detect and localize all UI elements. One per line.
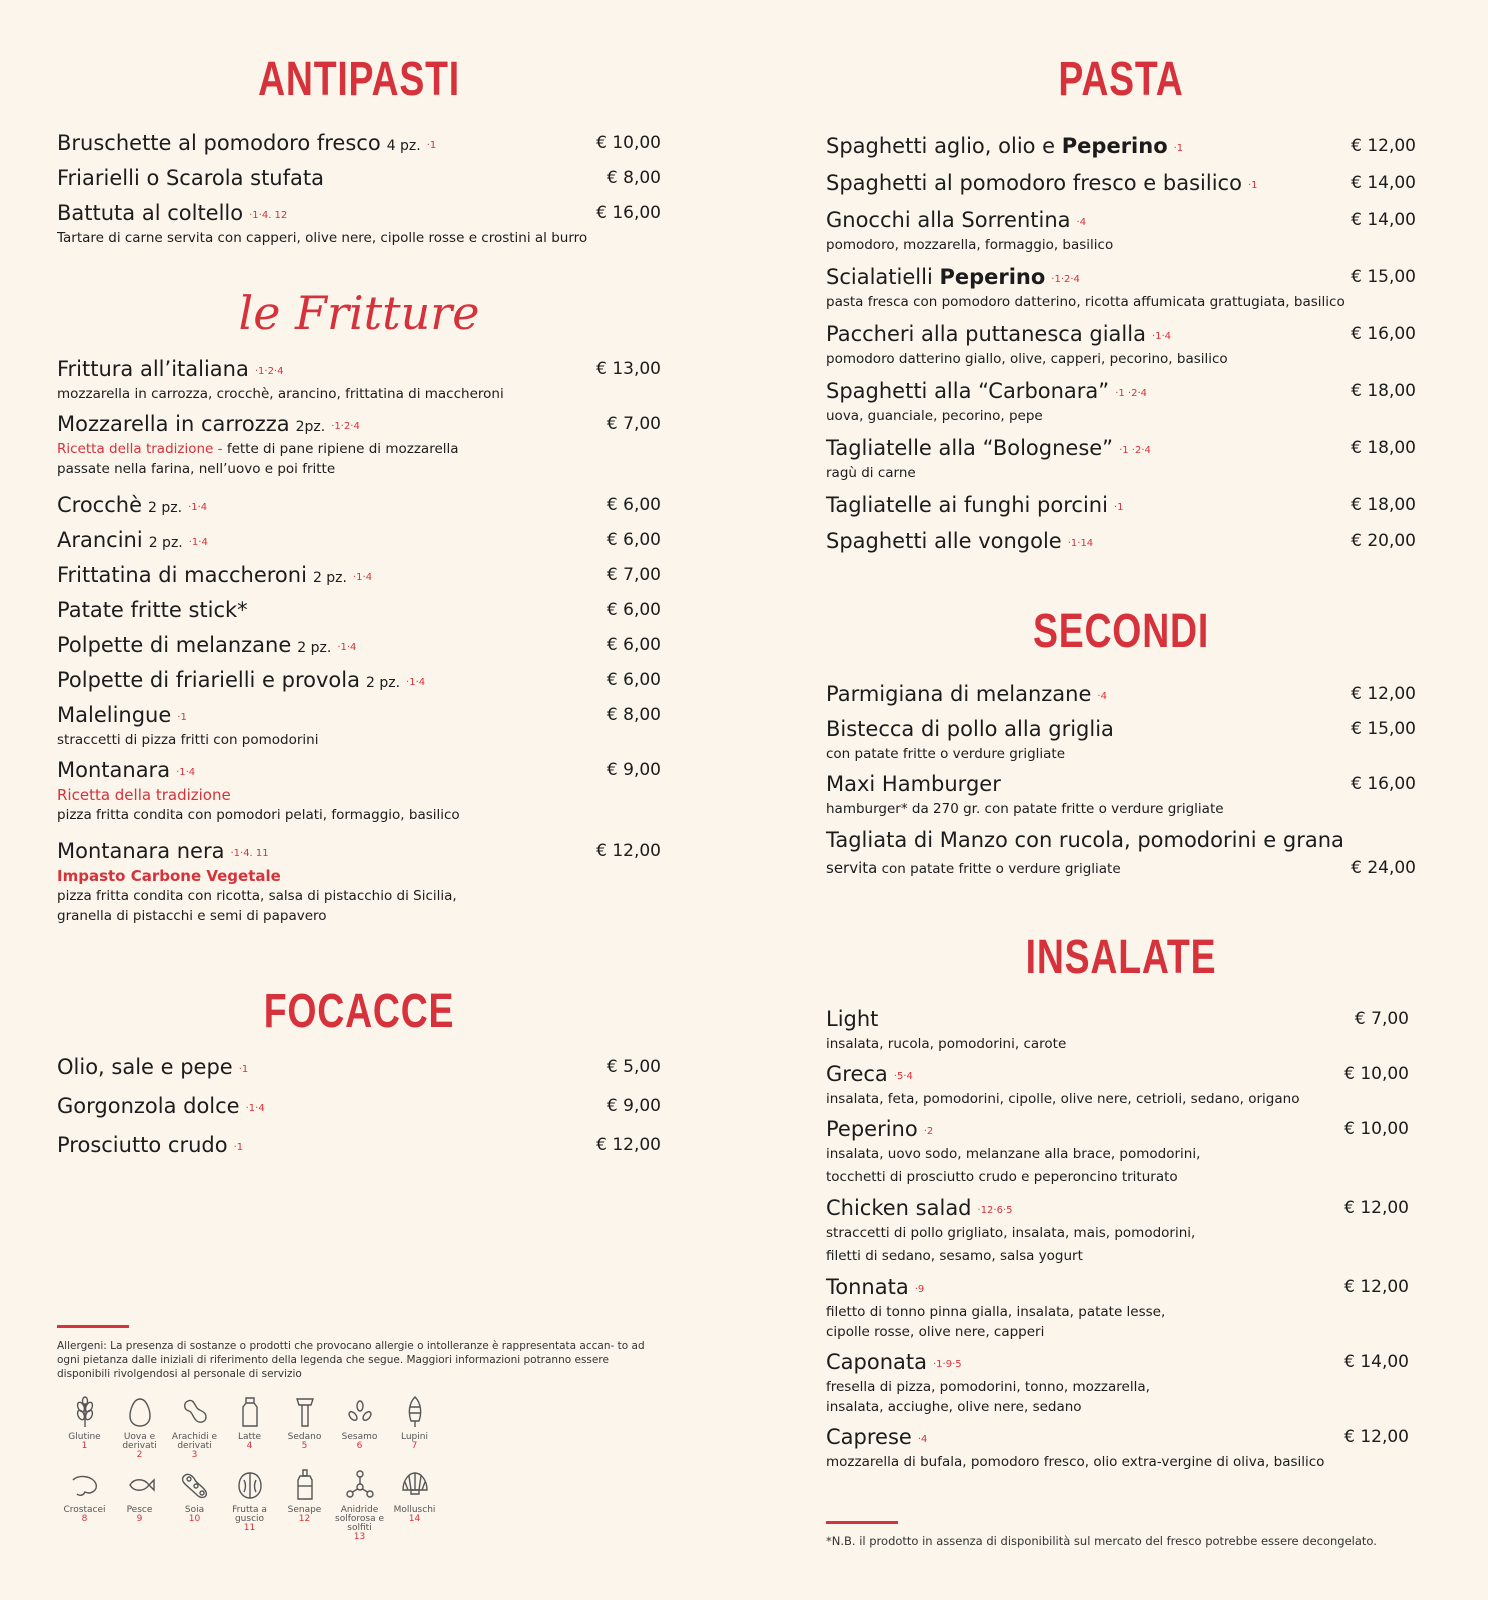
menu-item: Tagliata di Manzo con rucola, pomodorini e grana servita con patate fritte o verdure grigliate € 24,00	[826, 825, 1416, 881]
item-price: € 7,00	[606, 565, 661, 585]
menu-item: Tonnata ·9 € 12,00 filetto di tonno pinna gialla, insalata, patate lesse, cipolle rosse, olive nere, capperi	[826, 1272, 1409, 1342]
footnote: *N.B. il prodotto in assenza di disponibilità sul mercato del fresco potrebbe essere decongelato.	[826, 1534, 1377, 1548]
fish-icon	[124, 1468, 156, 1502]
red-divider	[826, 1521, 898, 1524]
allergen-crostacei: Crostacei 8	[57, 1468, 112, 1542]
item-price: € 12,00	[1344, 1427, 1409, 1447]
item-description: pomodoro datterino giallo, olive, capperi, pecorino, basilico	[826, 351, 1228, 367]
item-description: mozzarella di bufala, pomodoro fresco, olio extra-vergine di oliva, basilico	[826, 1454, 1325, 1470]
menu-item: Patate fritte stick* € 6,00	[57, 595, 661, 625]
allergen-soia: Soia 10	[167, 1468, 222, 1542]
menu-item: Gnocchi alla Sorrentina ·4 € 14,00 pomodoro, mozzarella, formaggio, basilico	[826, 205, 1416, 255]
allergen-sesamo: Sesamo 6	[332, 1395, 387, 1460]
menu-item: Bruschette al pomodoro fresco 4 pz. ·1 € 10,00	[57, 128, 661, 158]
item-price: € 9,00	[606, 760, 661, 780]
allergen-sedano: Sedano 5	[277, 1395, 332, 1460]
item-price: € 10,00	[1344, 1119, 1409, 1139]
menu-item: Peperino ·2 € 10,00 insalata, uovo sodo, melanzane alla brace, pomodorini, tocchetti di prosciutto crudo e peperoncino triturato	[826, 1114, 1409, 1187]
menu-item: Maxi Hamburger € 16,00 hamburger* da 270 gr. con patate fritte o verdure grigliate	[826, 769, 1416, 819]
allergen-glutine: Glutine 1	[57, 1395, 112, 1460]
sesame-icon	[344, 1395, 376, 1429]
item-price: € 16,00	[596, 203, 661, 223]
menu-item: Spaghetti alla “Carbonara” ·1 ·2·4 € 18,00 uova, guanciale, pecorino, pepe	[826, 376, 1416, 426]
item-price: € 12,00	[1351, 684, 1416, 704]
menu-item: Malelingue ·1 € 8,00 straccetti di pizza fritti con pomodorini	[57, 700, 661, 750]
menu-item: Polpette di friarielli e provola 2 pz. ·1·4 € 6,00	[57, 665, 661, 695]
menu-item: Light € 7,00 insalata, rucola, pomodorini, carote	[826, 1004, 1409, 1054]
peanut-icon	[179, 1395, 211, 1429]
nut-icon	[234, 1468, 266, 1502]
item-price: € 5,00	[606, 1057, 661, 1077]
item-price: € 18,00	[1351, 381, 1416, 401]
item-price: € 24,00	[1351, 858, 1416, 878]
item-price: € 14,00	[1351, 173, 1416, 193]
item-price: € 16,00	[1351, 774, 1416, 794]
soy-icon	[179, 1468, 211, 1502]
item-description: pomodoro, mozzarella, formaggio, basilico	[826, 237, 1114, 253]
menu-item: Tagliatelle alla “Bolognese” ·1 ·2·4 € 18,00 ragù di carne	[826, 433, 1416, 483]
item-price: € 6,00	[606, 530, 661, 550]
item-price: € 13,00	[596, 359, 661, 379]
menu-item: Olio, sale e pepe ·1 € 5,00	[57, 1052, 661, 1082]
item-price: € 12,00	[1344, 1277, 1409, 1297]
item-description: mozzarella in carrozza, crocchè, arancino, frittatina di maccheroni	[57, 386, 504, 402]
menu-item: Caprese ·4 € 12,00 mozzarella di bufala, pomodoro fresco, olio extra-vergine di oliva, basilico	[826, 1422, 1409, 1472]
item-price: € 14,00	[1351, 210, 1416, 230]
menu-item: Arancini 2 pz. ·1·4 € 6,00	[57, 525, 661, 555]
secondi-title: SECONDI	[1032, 605, 1210, 658]
allergen-molluschi: Molluschi 14	[387, 1468, 442, 1542]
antipasti-title: ANTIPASTI	[258, 53, 460, 106]
allergen-frutta-guscio: Frutta a guscio 11	[222, 1468, 277, 1542]
pasta-title: PASTA	[1058, 53, 1184, 106]
shrimp-icon	[69, 1468, 101, 1502]
item-price: € 6,00	[606, 495, 661, 515]
item-price: € 12,00	[1351, 136, 1416, 156]
milk-bottle-icon	[234, 1395, 266, 1429]
allergen-note: Allergeni: La presenza di sostanze o prodotti che provocano allergie o intolleranze è rappresentata accan- to ad ogni pietanza dalle iniziali di riferimento della legenda che segue. Maggiori informazioni potranno essere disponibili rivolgendosi al personale di servizio	[57, 1340, 645, 1380]
fritture-title: le Fritture	[238, 286, 480, 340]
item-price: € 15,00	[1351, 267, 1416, 287]
menu-item: Paccheri alla puttanesca gialla ·1·4 € 16,00 pomodoro datterino giallo, olive, capperi, pecorino, basilico	[826, 319, 1416, 369]
menu-item: Crocchè 2 pz. ·1·4 € 6,00	[57, 490, 661, 520]
menu-item: Caponata ·1·9·5 € 14,00 fresella di pizza, pomodorini, tonno, mozzarella, insalata, acciughe, olive nere, sedano	[826, 1347, 1409, 1417]
item-price: € 18,00	[1351, 438, 1416, 458]
menu-item: Battuta al coltello ·1·4. 12 € 16,00 Tartare di carne servita con capperi, olive nere, cipolle rosse e crostini al burro	[57, 198, 661, 248]
menu-item: Spaghetti al pomodoro fresco e basilico ·1 € 14,00	[826, 168, 1416, 198]
shell-icon	[399, 1468, 431, 1502]
menu-item: Bistecca di pollo alla griglia € 15,00 con patate fritte o verdure grigliate	[826, 714, 1416, 764]
menu-item: Frittura all’italiana ·1·2·4 € 13,00 mozzarella in carrozza, crocchè, arancino, frittatina di maccheroni	[57, 354, 661, 404]
item-description: insalata, rucola, pomodorini, carote	[826, 1036, 1067, 1052]
item-price: € 9,00	[606, 1096, 661, 1116]
item-price: € 18,00	[1351, 495, 1416, 515]
insalate-title: INSALATE	[1025, 931, 1217, 984]
mustard-icon	[289, 1468, 321, 1502]
item-description: con patate fritte o verdure grigliate	[826, 746, 1066, 762]
item-price: € 10,00	[1344, 1064, 1409, 1084]
item-price: € 6,00	[606, 635, 661, 655]
item-price: € 7,00	[1354, 1009, 1409, 1029]
allergen-legend	[57, 1395, 442, 1542]
item-price: € 10,00	[596, 133, 661, 153]
menu-item: Frittatina di maccheroni 2 pz. ·1·4 € 7,00	[57, 560, 661, 590]
allergen-pesce: Pesce 9	[112, 1468, 167, 1542]
item-description: hamburger* da 270 gr. con patate fritte o verdure grigliate	[826, 801, 1224, 817]
menu-item: Parmigiana di melanzane ·4 € 12,00	[826, 679, 1416, 709]
menu-item: Gorgonzola dolce ·1·4 € 9,00	[57, 1091, 661, 1121]
egg-icon	[124, 1395, 156, 1429]
menu-item: Scialatielli Peperino ·1·2·4 € 15,00 pasta fresca con pomodoro datterino, ricotta affumicata grattugiata, basilico	[826, 262, 1416, 312]
red-divider	[57, 1325, 129, 1328]
focacce-title: FOCACCE	[263, 985, 455, 1038]
menu-item: Spaghetti aglio, olio e Peperino ·1 € 12,00	[826, 131, 1416, 161]
item-price: € 8,00	[606, 705, 661, 725]
left-column	[57, 0, 661, 1600]
menu-item: Tagliatelle ai funghi porcini ·1 € 18,00	[826, 490, 1416, 520]
item-price: € 16,00	[1351, 324, 1416, 344]
allergen-solfiti: Anidride solforosa e solfiti 13	[332, 1468, 387, 1542]
item-price: € 6,00	[606, 670, 661, 690]
item-price: € 12,00	[596, 1135, 661, 1155]
item-price: € 12,00	[596, 841, 661, 861]
menu-item: Spaghetti alle vongole ·1·14 € 20,00	[826, 526, 1416, 556]
menu-item: Friarielli o Scarola stufata € 8,00	[57, 163, 661, 193]
item-description: ragù di carne	[826, 465, 916, 481]
molecule-icon	[344, 1468, 376, 1502]
lupin-icon	[399, 1395, 431, 1429]
wheat-icon	[69, 1395, 101, 1429]
item-description: Tartare di carne servita con capperi, olive nere, cipolle rosse e crostini al burro	[57, 230, 588, 246]
menu-item: Chicken salad ·12·6·5 € 12,00 straccetti di pollo grigliato, insalata, mais, pomodorini, filetti di sedano, sesamo, salsa yogurt	[826, 1193, 1409, 1266]
allergen-arachidi: Arachidi e derivati 3	[167, 1395, 222, 1460]
celery-icon	[289, 1395, 321, 1429]
item-description: pasta fresca con pomodoro datterino, ricotta affumicata grattugiata, basilico	[826, 294, 1345, 310]
menu-item: Montanara ·1·4 € 9,00 Ricetta della tradizione pizza fritta condita con pomodori pelati, formaggio, basilico	[57, 755, 661, 825]
item-description: uova, guanciale, pecorino, pepe	[826, 408, 1043, 424]
menu-item: Mozzarella in carrozza 2pz. ·1·2·4 € 7,00 Ricetta della tradizione - fette di pane ripiene di mozzarella passate nella farina, nell’uovo e poi fritte	[57, 409, 661, 479]
item-price: € 8,00	[606, 168, 661, 188]
allergen-lupini: Lupini 7	[387, 1395, 442, 1460]
menu-item: Prosciutto crudo ·1 € 12,00	[57, 1130, 661, 1160]
allergen-uova: Uova e derivati 2	[112, 1395, 167, 1460]
item-price: € 7,00	[606, 414, 661, 434]
item-price: € 12,00	[1344, 1198, 1409, 1218]
menu-item: Polpette di melanzane 2 pz. ·1·4 € 6,00	[57, 630, 661, 660]
allergen-senape: Senape 12	[277, 1468, 332, 1542]
item-price: € 6,00	[606, 600, 661, 620]
item-description: insalata, feta, pomodorini, cipolle, olive nere, cetrioli, sedano, origano	[826, 1091, 1300, 1107]
item-price: € 14,00	[1344, 1352, 1409, 1372]
right-column	[826, 0, 1416, 1600]
menu-item: Montanara nera ·1·4. 11 € 12,00 Impasto Carbone Vegetale pizza fritta condita con ricotta, salsa di pistacchio di Sicilia, granella di pistacchi e semi di papavero	[57, 836, 661, 926]
item-description: straccetti di pizza fritti con pomodorini	[57, 732, 319, 748]
item-price: € 20,00	[1351, 531, 1416, 551]
menu-item: Greca ·5·4 € 10,00 insalata, feta, pomodorini, cipolle, olive nere, cetrioli, sedano, origano	[826, 1059, 1409, 1109]
item-price: € 15,00	[1351, 719, 1416, 739]
allergen-latte: Latte 4	[222, 1395, 277, 1460]
